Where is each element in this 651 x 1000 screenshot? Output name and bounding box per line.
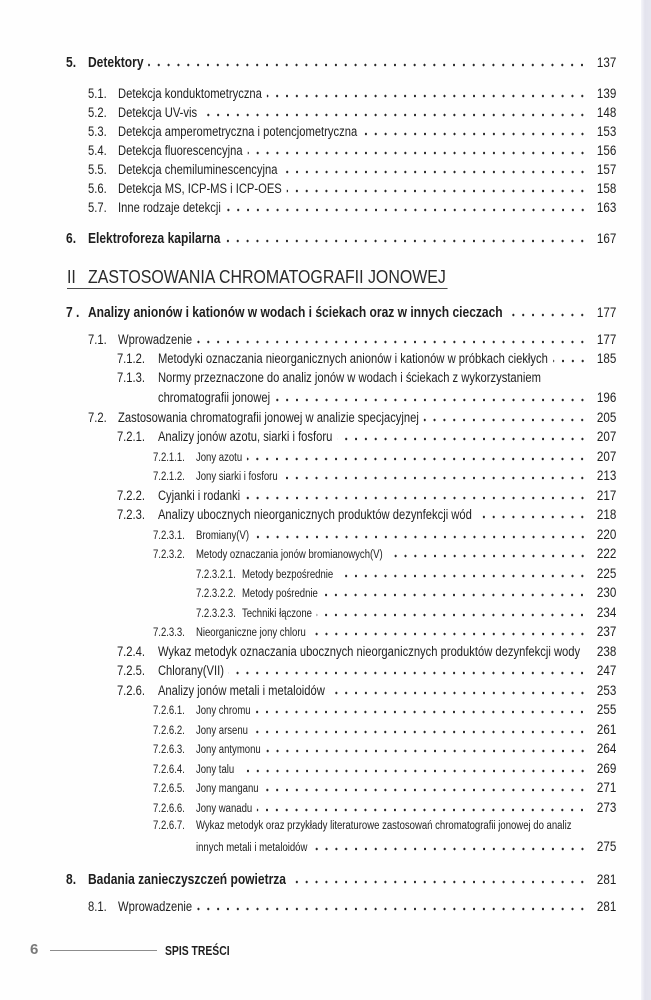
entry-page-number: 273 <box>596 798 617 815</box>
entry-page-number: 230 <box>596 584 617 600</box>
entry-page-number: 261 <box>596 720 617 737</box>
dot-leader <box>229 671 587 675</box>
entry-title: Detekcja amperometryczna i potencjometryczna <box>118 123 358 139</box>
entry-title: Wprowadzenie <box>118 331 193 347</box>
dot-leader <box>239 769 587 773</box>
toc-entry <box>66 660 616 680</box>
toc-entry <box>66 699 616 719</box>
entry-page-number: 177 <box>596 303 617 320</box>
entry-title: Wprowadzenie <box>118 898 193 914</box>
toc-entry <box>66 485 616 505</box>
toc-entry <box>66 368 616 388</box>
entry-page-number: 167 <box>596 230 617 246</box>
toc-entry <box>66 719 616 739</box>
entry-title: Metodyki oznaczania nieorganicznych anionów i kationów w próbkach ciekłych <box>157 351 548 366</box>
dot-leader <box>311 632 587 636</box>
entry-title: Badania zanieczyszczeń powietrza <box>87 871 286 888</box>
entry-number: 7.2.6.7. <box>152 820 185 832</box>
entry-page-number: 177 <box>596 330 617 347</box>
toc-entry <box>66 446 616 466</box>
entry-title: Detekcja MS, ICP-MS i ICP-OES <box>118 180 282 196</box>
dot-leader <box>317 613 587 617</box>
toc-entry <box>66 896 616 916</box>
toc-entry <box>66 602 616 622</box>
running-head: SPIS TREŚCI <box>165 944 230 958</box>
entry-title: Bromiany(V) <box>195 529 250 542</box>
entry-number: 7.2.3.3. <box>152 627 185 639</box>
entry-title: Jony siarki i fosforu <box>195 471 278 483</box>
dot-leader <box>553 359 587 363</box>
toc-entry <box>66 816 616 836</box>
toc-entry <box>66 504 616 524</box>
entry-number: 5.6. <box>87 180 107 196</box>
scanned-page-edge <box>641 0 651 1000</box>
entry-page-number: 156 <box>596 141 617 158</box>
table-of-contents-section-b <box>66 0 616 1000</box>
entry-page-number: 153 <box>596 122 617 139</box>
toc-entry <box>66 329 616 349</box>
entry-title: Analizy ubocznych nieorganicznych produktów dezynfekcji wód <box>157 507 472 522</box>
dot-leader <box>323 593 587 597</box>
entry-page-number: 281 <box>596 897 617 914</box>
entry-page-number: 234 <box>596 603 617 620</box>
entry-page-number: 238 <box>596 642 617 659</box>
entry-number: 7.2.3.2.1. <box>195 568 236 581</box>
entry-page-number: 269 <box>596 759 617 776</box>
entry-page-number: 207 <box>596 428 617 444</box>
entry-title: Chlorany(VII) <box>157 663 224 678</box>
dot-leader <box>424 418 587 422</box>
entry-title-continuation: innych metali i metaloidów <box>195 841 308 854</box>
entry-title: Detektory <box>87 55 144 71</box>
toc-entry <box>66 465 616 485</box>
entry-number: 5.2. <box>87 104 107 120</box>
toc-entry <box>66 680 616 700</box>
entry-title: Metody bezpośrednie <box>241 568 334 581</box>
entry-title: Analizy anionów i kationów w wodach i ściekach oraz w innych cieczach <box>87 304 503 321</box>
toc-entry <box>66 777 616 797</box>
entry-page-number: 271 <box>596 779 617 795</box>
dot-leader <box>312 847 587 851</box>
dot-leader <box>197 907 587 911</box>
entry-title: Jony manganu <box>195 783 259 795</box>
entry-number: 7.2.1. <box>116 429 145 444</box>
dot-leader <box>197 340 587 344</box>
entry-number: 8. <box>66 871 77 888</box>
dot-leader <box>337 437 587 441</box>
entry-page-number: 217 <box>596 486 617 503</box>
entry-number: 7.2.6.6. <box>152 802 185 815</box>
dot-leader <box>388 554 588 558</box>
footer-rule <box>50 950 157 951</box>
entry-title: Inne rodzaje detekcji <box>118 199 221 215</box>
entry-title: Jony antymonu <box>195 744 261 756</box>
entry-title: Techniki łączone <box>241 607 312 620</box>
dot-leader <box>253 730 587 734</box>
toc-entry <box>66 641 616 661</box>
dot-leader <box>264 788 588 792</box>
toc-entry <box>66 407 616 427</box>
entry-number: 7.1.2. <box>116 351 145 366</box>
entry-title: Jony talu <box>195 763 235 776</box>
entry-number: 7.2.3. <box>116 507 145 522</box>
entry-number: 7.2.4. <box>116 643 145 659</box>
dot-leader <box>266 749 588 753</box>
dot-leader <box>256 710 588 714</box>
dot-leader <box>291 880 587 884</box>
entry-title: Detekcja konduktometryczna <box>118 85 262 101</box>
toc-entry <box>66 758 616 778</box>
entry-number: 7.2.3.2.3. <box>195 607 236 620</box>
entry-page-number: 148 <box>596 103 617 120</box>
entry-title: Analizy jonów metali i metaloidów <box>157 682 325 698</box>
entry-number: 7.2.6.5. <box>152 783 185 795</box>
entry-number: 6. <box>66 231 77 247</box>
entry-title: Detekcja UV-vis <box>118 104 198 120</box>
entry-page-number: 157 <box>596 160 617 177</box>
entry-title: Jony wanadu <box>195 802 253 815</box>
dot-leader <box>477 515 587 519</box>
toc-chapter-entry <box>66 869 616 889</box>
page-number: 6 <box>30 941 39 958</box>
dot-leader <box>275 398 587 402</box>
entry-number: 7.2.5. <box>116 663 145 678</box>
entry-title: Detekcja fluorescencyjna <box>118 142 243 158</box>
entry-number: 7.2.6.1. <box>152 705 185 717</box>
entry-number: 5.7. <box>87 199 107 215</box>
toc-entry <box>66 582 616 602</box>
entry-page-number: 207 <box>596 447 617 464</box>
entry-title: Jony chromu <box>195 705 251 717</box>
dot-leader <box>283 476 588 480</box>
toc-entry <box>66 738 616 758</box>
entry-title: Elektroforeza kapilarna <box>87 231 221 247</box>
entry-number: 7.2. <box>87 409 107 425</box>
entry-number: 7.2.3.2.2. <box>195 588 236 600</box>
entry-number: 7.1. <box>87 331 107 347</box>
entry-title: Wykaz metodyk oraz przykłady literaturowe zastosowań chromatografii jonowej do analiz <box>195 820 572 832</box>
toc-entry <box>66 543 616 563</box>
entry-title: Jony azotu <box>195 451 243 464</box>
entry-page-number: 137 <box>596 54 617 70</box>
entry-title: Nieorganiczne jony chloru <box>195 627 306 639</box>
dot-leader <box>247 457 587 461</box>
toc-chapter-entry <box>66 302 616 322</box>
entry-number: 7 . <box>66 304 80 321</box>
entry-page-number: 264 <box>596 740 617 756</box>
entry-number: 5.1. <box>87 85 107 101</box>
toc-entry <box>66 348 616 368</box>
entry-page-number: 163 <box>596 198 617 215</box>
toc-entry <box>66 426 616 446</box>
entry-number: 7.2.6.2. <box>152 724 185 737</box>
dot-leader <box>245 496 587 500</box>
toc-entry-continuation <box>66 387 616 407</box>
entry-title: Cyjanki i rodanki <box>157 487 241 503</box>
entry-number: 7.2.1.2. <box>152 471 185 483</box>
dot-leader <box>508 313 588 317</box>
entry-number: 7.2.1.1. <box>152 451 185 464</box>
entry-title-continuation: chromatografii jonowej <box>157 390 271 405</box>
part-title: ZASTOSOWANIA CHROMATOGRAFII JONOWEJ <box>87 267 446 287</box>
entry-page-number: 158 <box>596 179 617 196</box>
toc-entry <box>66 563 616 583</box>
dot-leader <box>330 691 587 695</box>
entry-title: Wykaz metodyk oznaczania ubocznych nieorganicznych produktów dezynfekcji wody <box>157 643 581 659</box>
entry-page-number: 275 <box>596 837 617 854</box>
entry-number: 5. <box>66 55 77 71</box>
entry-page-number: 253 <box>596 681 617 698</box>
dot-leader <box>254 535 587 539</box>
entry-number: 7.2.6.3. <box>152 744 185 756</box>
entry-number: 7.1.3. <box>116 369 145 385</box>
entry-title: Normy przeznaczone do analiz jonów w wodach i ściekach z wykorzystaniem <box>157 369 541 385</box>
entry-number: 5.3. <box>87 123 107 139</box>
entry-page-number: 205 <box>596 408 617 425</box>
entry-page-number: 220 <box>596 525 617 542</box>
entry-title: Jony arsenu <box>195 724 248 737</box>
dot-leader <box>257 808 587 812</box>
toc-entry <box>66 797 616 817</box>
entry-number: 7.2.6. <box>116 682 145 698</box>
entry-page-number: 196 <box>596 389 617 405</box>
dot-leader <box>338 574 587 578</box>
toc-entry <box>66 621 616 641</box>
entry-title: Detekcja chemiluminescencyjna <box>118 161 278 177</box>
entry-number: 7.2.3.2. <box>152 549 185 561</box>
entry-page-number: 247 <box>596 662 617 678</box>
entry-page-number: 185 <box>596 350 617 366</box>
entry-title: Metody pośrednie <box>241 588 318 600</box>
entry-page-number: 225 <box>596 564 617 581</box>
entry-page-number: 213 <box>596 467 617 483</box>
entry-page-number: 222 <box>596 545 617 561</box>
entry-number: 7.2.3.1. <box>152 529 185 542</box>
entry-title: Metody oznaczania jonów bromianowych(V) <box>195 549 383 561</box>
entry-page-number: 281 <box>596 870 617 887</box>
entry-page-number: 255 <box>596 701 617 717</box>
entry-page-number: 139 <box>596 84 617 101</box>
entry-number: 5.5. <box>87 161 107 177</box>
entry-number: 7.2.2. <box>116 487 145 503</box>
entry-number: 8.1. <box>87 898 107 914</box>
toc-entry <box>66 524 616 544</box>
part-numeral: II <box>67 267 76 287</box>
entry-page-number: 218 <box>596 506 617 522</box>
entry-title: Analizy jonów azotu, siarki i fosforu <box>157 429 333 444</box>
entry-number: 7.2.6.4. <box>152 763 185 776</box>
toc-entry-continuation <box>66 836 616 856</box>
entry-title: Zastosowania chromatografii jonowej w analizie specjacyjnej <box>118 409 419 425</box>
entry-page-number: 237 <box>596 623 617 639</box>
entry-number: 5.4. <box>87 142 107 158</box>
